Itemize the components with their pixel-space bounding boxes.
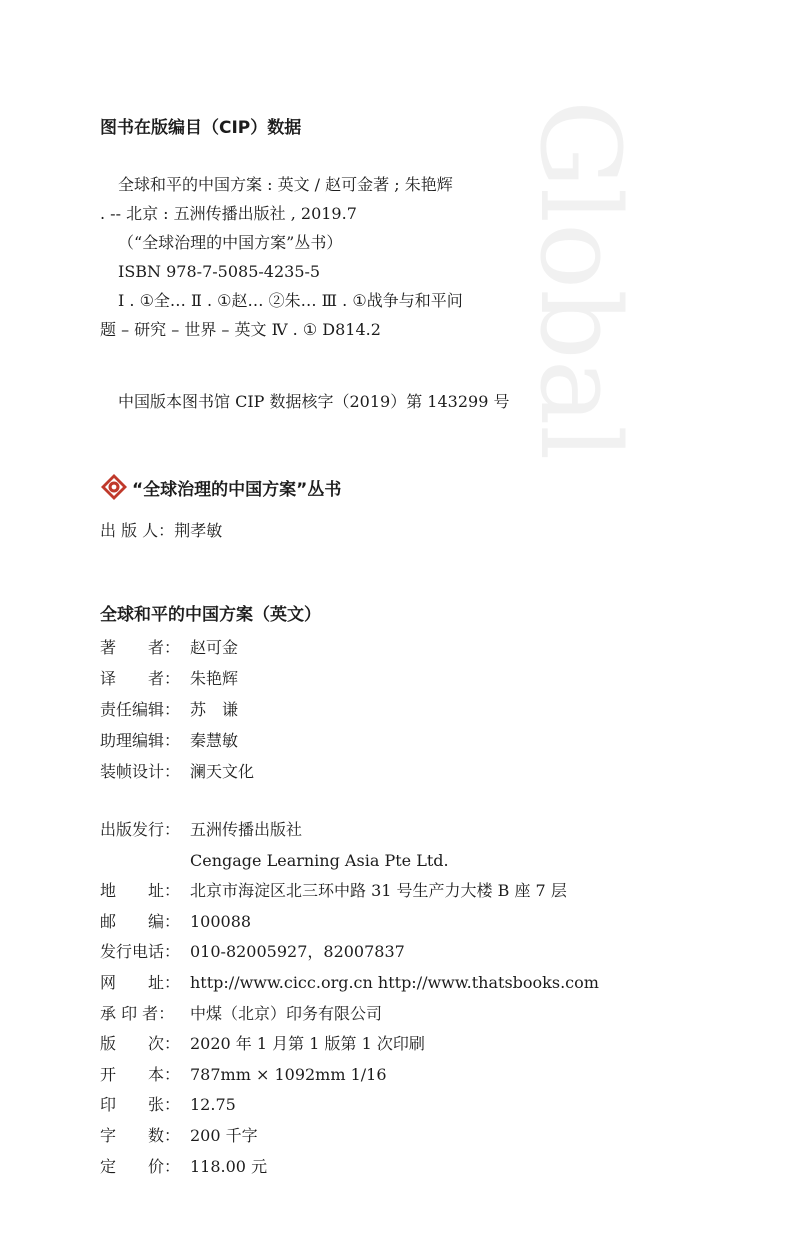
- detail-row-printer: 承 印 者： 中煤（北京）印务有限公司: [100, 999, 599, 1030]
- detail-row-edition: 版 次： 2020 年 1 月第 1 版第 1 次印刷: [100, 1029, 599, 1060]
- series-heading: [100, 473, 341, 501]
- issuer-label: 出版发行: [100, 820, 165, 839]
- sheets-label: 印 张: [100, 1095, 165, 1115]
- cip-approval-note: 中国版本图书馆 CIP 数据核字（2019）第 143299 号: [118, 392, 510, 411]
- issuer-value: 五洲传播出版社: [190, 820, 303, 839]
- edition-label: 版 次: [100, 1034, 165, 1054]
- cip-line-3: （“全球治理的中国方案”丛书）: [118, 233, 343, 252]
- detail-row-web: 网 址： http://www.cicc.org.cn http://www.thatsbooks.com: [100, 968, 599, 999]
- format-label: 开 本: [100, 1064, 165, 1084]
- credit-row: 责任编辑： 苏 谦: [100, 694, 254, 725]
- postcode-value: 100088: [190, 911, 252, 931]
- book-title: 全球和平的中国方案（英文）: [100, 605, 321, 625]
- credit-label: 助理编辑: [100, 731, 165, 750]
- cip-line-4: ISBN 978-7-5085-4235-5: [118, 262, 321, 281]
- cip-line-2: . -- 北京 : 五洲传播出版社 , 2019.7: [100, 204, 357, 223]
- publisher-label: 出 版 人：: [100, 521, 175, 540]
- credit-label: 责任编辑: [100, 700, 165, 719]
- cip-line-1: 全球和平的中国方案 : 英文 / 赵可金著 ; 朱艳辉: [118, 175, 453, 194]
- detail-row-postcode: 邮 编： 100088: [100, 907, 599, 938]
- cip-record: [100, 170, 463, 344]
- detail-row-issuer: 出版发行： 五洲传播出版社: [100, 815, 599, 846]
- credit-value: 苏 谦: [190, 700, 239, 719]
- address-label: 地 址: [100, 881, 165, 901]
- detail-row-words: 字 数： 200 千字: [100, 1121, 599, 1152]
- printer-value: 中煤（北京）印务有限公司: [190, 1003, 383, 1023]
- detail-row-issuer-2: [100, 846, 599, 877]
- words-value: 200 千字: [190, 1125, 258, 1145]
- credit-value: 赵可金: [190, 638, 239, 657]
- detail-row-format: 开 本： 787mm × 1092mm 1/16: [100, 1060, 599, 1091]
- postcode-label: 邮 编: [100, 911, 165, 931]
- series-title: “全球治理的中国方案”丛书: [132, 479, 342, 500]
- credits-list: [100, 632, 254, 787]
- web-value: http://www.cicc.org.cn http://www.thatsbooks.com: [190, 972, 599, 992]
- detail-row-sheets: 印 张： 12.75: [100, 1090, 599, 1121]
- publisher-value: 荆孝敏: [174, 521, 223, 540]
- phone-label: 发行电话: [100, 942, 165, 962]
- detail-row-phone: 发行电话： 010-82005927，82007837: [100, 937, 599, 968]
- credit-label: 装帧设计: [100, 762, 165, 781]
- detail-row-price: 定 价： 118.00 元: [100, 1152, 599, 1183]
- phone-value: 010-82005927，82007837: [190, 942, 405, 962]
- detail-row-address: 地 址： 北京市海淀区北三环中路 31 号生产力大楼 B 座 7 层: [100, 876, 599, 907]
- price-value: 118.00 元: [190, 1156, 268, 1176]
- credit-label: 译 者: [100, 669, 165, 688]
- printer-label: 承 印 者: [100, 1003, 159, 1023]
- credit-value: 秦慧敏: [190, 731, 239, 750]
- cip-heading: 图书在版编目（CIP）数据: [100, 118, 302, 138]
- publisher-row: [100, 518, 222, 541]
- diamond-emblem-icon: [100, 473, 128, 501]
- publication-details: [100, 815, 599, 1182]
- credit-value: 澜天文化: [190, 762, 255, 781]
- background-watermark: Global: [516, 100, 644, 461]
- credit-row: 译 者： 朱艳辉: [100, 663, 254, 694]
- price-label: 定 价: [100, 1156, 165, 1176]
- address-value: 北京市海淀区北三环中路 31 号生产力大楼 B 座 7 层: [190, 881, 567, 901]
- cip-line-6: 题 – 研究 – 世界 – 英文 Ⅳ . ① D814.2: [100, 320, 381, 339]
- credit-label: 著 者: [100, 638, 165, 657]
- edition-value: 2020 年 1 月第 1 版第 1 次印刷: [190, 1034, 425, 1054]
- format-value: 787mm × 1092mm 1/16: [190, 1064, 387, 1084]
- web-label: 网 址: [100, 972, 165, 992]
- words-label: 字 数: [100, 1125, 165, 1145]
- credit-row: 著 者： 赵可金: [100, 632, 254, 663]
- issuer-value-2: Cengage Learning Asia Pte Ltd.: [190, 850, 449, 870]
- credit-value: 朱艳辉: [190, 669, 239, 688]
- credit-row: 助理编辑： 秦慧敏: [100, 725, 254, 756]
- credit-row: 装帧设计： 澜天文化: [100, 756, 254, 787]
- sheets-value: 12.75: [190, 1095, 236, 1115]
- cip-line-5: Ⅰ . ①全… Ⅱ . ①赵… ②朱… Ⅲ . ①战争与和平问: [118, 291, 463, 310]
